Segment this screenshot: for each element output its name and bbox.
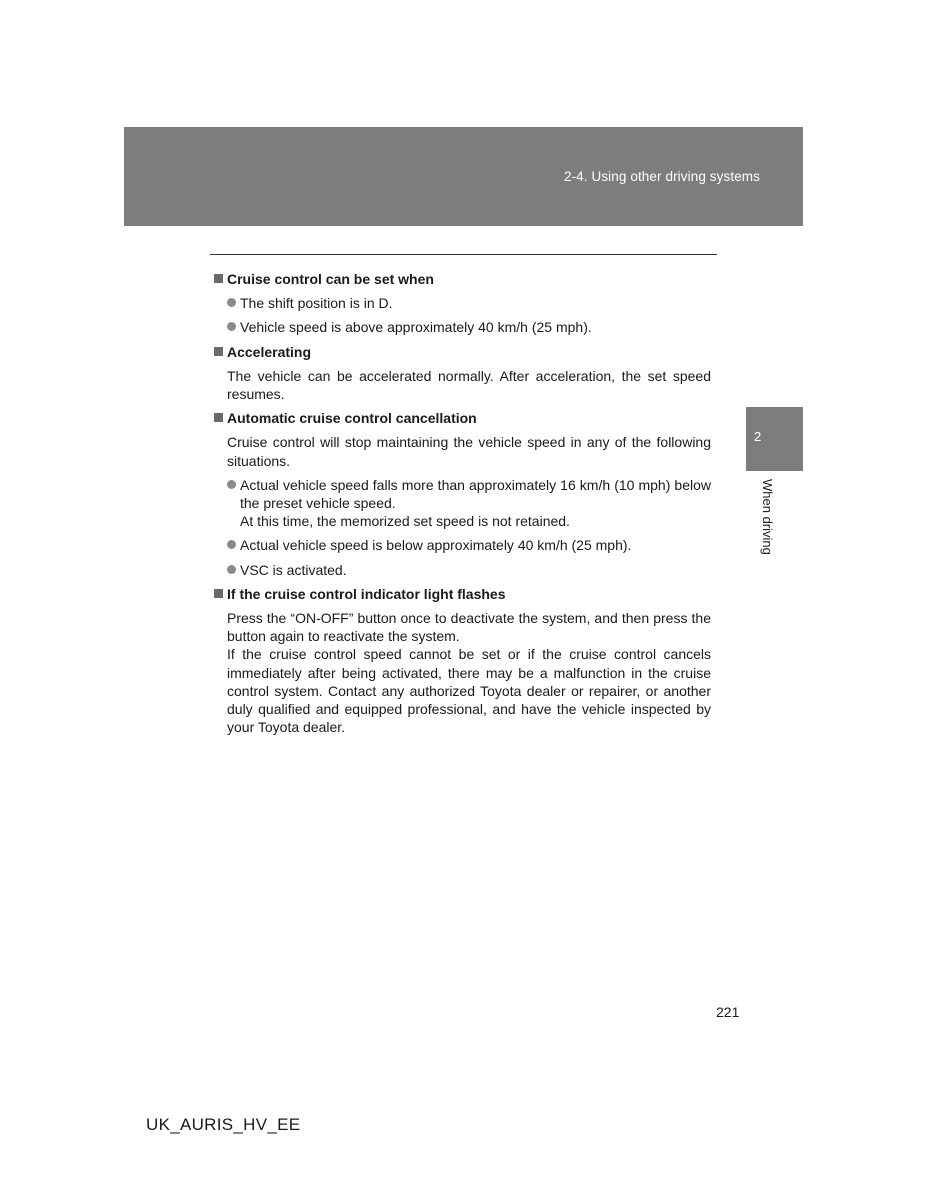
circle-bullet-icon	[227, 540, 236, 549]
circle-bullet-icon	[227, 480, 236, 489]
heading-text: If the cruise control indicator light flashes	[227, 585, 506, 602]
list-item	[227, 476, 711, 531]
bullet-note: At this time, the memorized set speed is not retained.	[240, 513, 570, 530]
document-code: UK_AURIS_HV_EE	[146, 1115, 301, 1134]
page-number: 221	[716, 1004, 740, 1020]
circle-bullet-icon	[227, 565, 236, 574]
section-title: 2-4. Using other driving systems	[563, 169, 760, 184]
list-item	[227, 318, 711, 336]
bullet-text: Actual vehicle speed is below approximately 40 km/h (25 mph).	[240, 537, 632, 554]
section-heading	[214, 585, 711, 603]
list-item	[227, 294, 711, 312]
section-heading	[214, 409, 711, 427]
header-rule	[210, 254, 717, 255]
bullet-body	[240, 476, 711, 531]
square-icon	[214, 274, 223, 283]
chapter-tab	[746, 407, 803, 471]
paragraph: Cruise control will stop maintaining the vehicle speed in any of the following situations.	[227, 434, 711, 469]
bullet-text: The shift position is in D.	[240, 295, 393, 312]
paragraph: If the cruise control speed cannot be set or if the cruise control cancels immediately after being activated, there may be a malfunction in the cruise control system. Contact any authorized Toyota dealer or repairer, or another duly qualified and equipped professional, and have the vehicle inspected by your Toyota dealer.	[227, 646, 711, 736]
section-heading	[214, 343, 711, 361]
bullet-text: Vehicle speed is above approximately 40 km/h (25 mph).	[240, 319, 592, 336]
circle-bullet-icon	[227, 322, 236, 331]
bullet-text: Actual vehicle speed falls more than approximately 16 km/h (10 mph) below the preset vehicle speed.	[240, 476, 711, 512]
heading-text: Cruise control can be set when	[227, 271, 434, 287]
main-content	[214, 270, 711, 742]
chapter-label: When driving	[760, 479, 775, 555]
square-icon	[214, 347, 223, 356]
header-band	[124, 127, 803, 226]
heading-text: Accelerating	[227, 343, 312, 360]
list-item	[227, 536, 711, 554]
square-icon	[214, 589, 223, 598]
circle-bullet-icon	[227, 298, 236, 307]
paragraph: Press the “ON-OFF” button once to deactivate the system, and then press the button again to reactivate the system.	[227, 610, 711, 645]
square-icon	[214, 413, 223, 422]
paragraph: The vehicle can be accelerated normally. After acceleration, the set speed resumes.	[227, 367, 711, 403]
bullet-text: VSC is activated.	[240, 561, 347, 578]
heading-text: Automatic cruise control cancellation	[227, 410, 477, 427]
list-item	[227, 561, 711, 579]
chapter-number: 2	[754, 429, 762, 444]
section-heading	[214, 270, 711, 288]
